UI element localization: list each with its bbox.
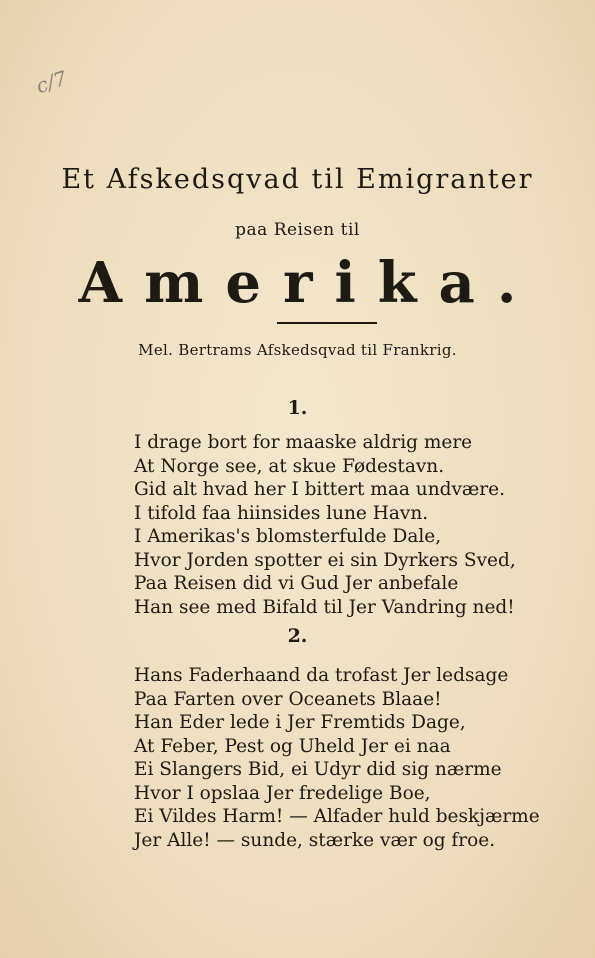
verse-line: Ei Slangers Bid, ei Udyr did sig nærme: [134, 759, 502, 780]
verse-line: Ei Vildes Harm! — Alfader huld beskjærme: [134, 806, 540, 827]
pencil-annotation: c/7: [33, 65, 70, 99]
poem-heading: Amerika.: [78, 250, 539, 316]
verse-line: Paa Reisen did vi Gud Jer anbefale: [134, 573, 459, 594]
verse-line: I Amerikas's blomsterfulde Dale,: [134, 526, 442, 547]
poem-title: Et Afskedsqvad til Emigranter: [61, 164, 534, 195]
stanza-number: 1.: [287, 397, 308, 419]
melody-note: Mel. Bertrams Afskedsqvad til Frankrig.: [138, 341, 457, 359]
verse-line: Han see med Bifald til Jer Vandring ned!: [134, 596, 515, 618]
poem-subtitle: paa Reisen til: [235, 220, 360, 240]
verse-line: Hvor Jorden spotter ei sin Dyrkers Sved,: [134, 549, 516, 571]
verse-line: Hvor I opslaa Jer fredelige Boe,: [134, 782, 431, 804]
verse-line: Paa Farten over Oceanets Blaae!: [134, 688, 442, 710]
verse-line: Gid alt hvad her I bittert maa undvære.: [134, 479, 505, 500]
divider-rule: [277, 322, 377, 324]
stanza-2: [134, 664, 574, 852]
verse-line: At Feber, Pest og Uheld Jer ei naa: [134, 735, 451, 757]
verse-line: Hans Faderhaand da trofast Jer ledsage: [134, 665, 509, 686]
verse-line: At Norge see, at skue Fødestavn.: [134, 455, 445, 477]
verse-line: I drage bort for maaske aldrig mere: [134, 432, 473, 453]
stanza-1: [134, 431, 574, 619]
verse-line: Han Eder lede i Jer Fremtids Dage,: [134, 712, 466, 733]
verse-line: I tifold faa hiinsides lune Havn.: [134, 502, 429, 524]
stanza-number: 2.: [287, 625, 308, 647]
verse-line: Jer Alle! — sunde, stærke vær og froe.: [134, 829, 496, 851]
